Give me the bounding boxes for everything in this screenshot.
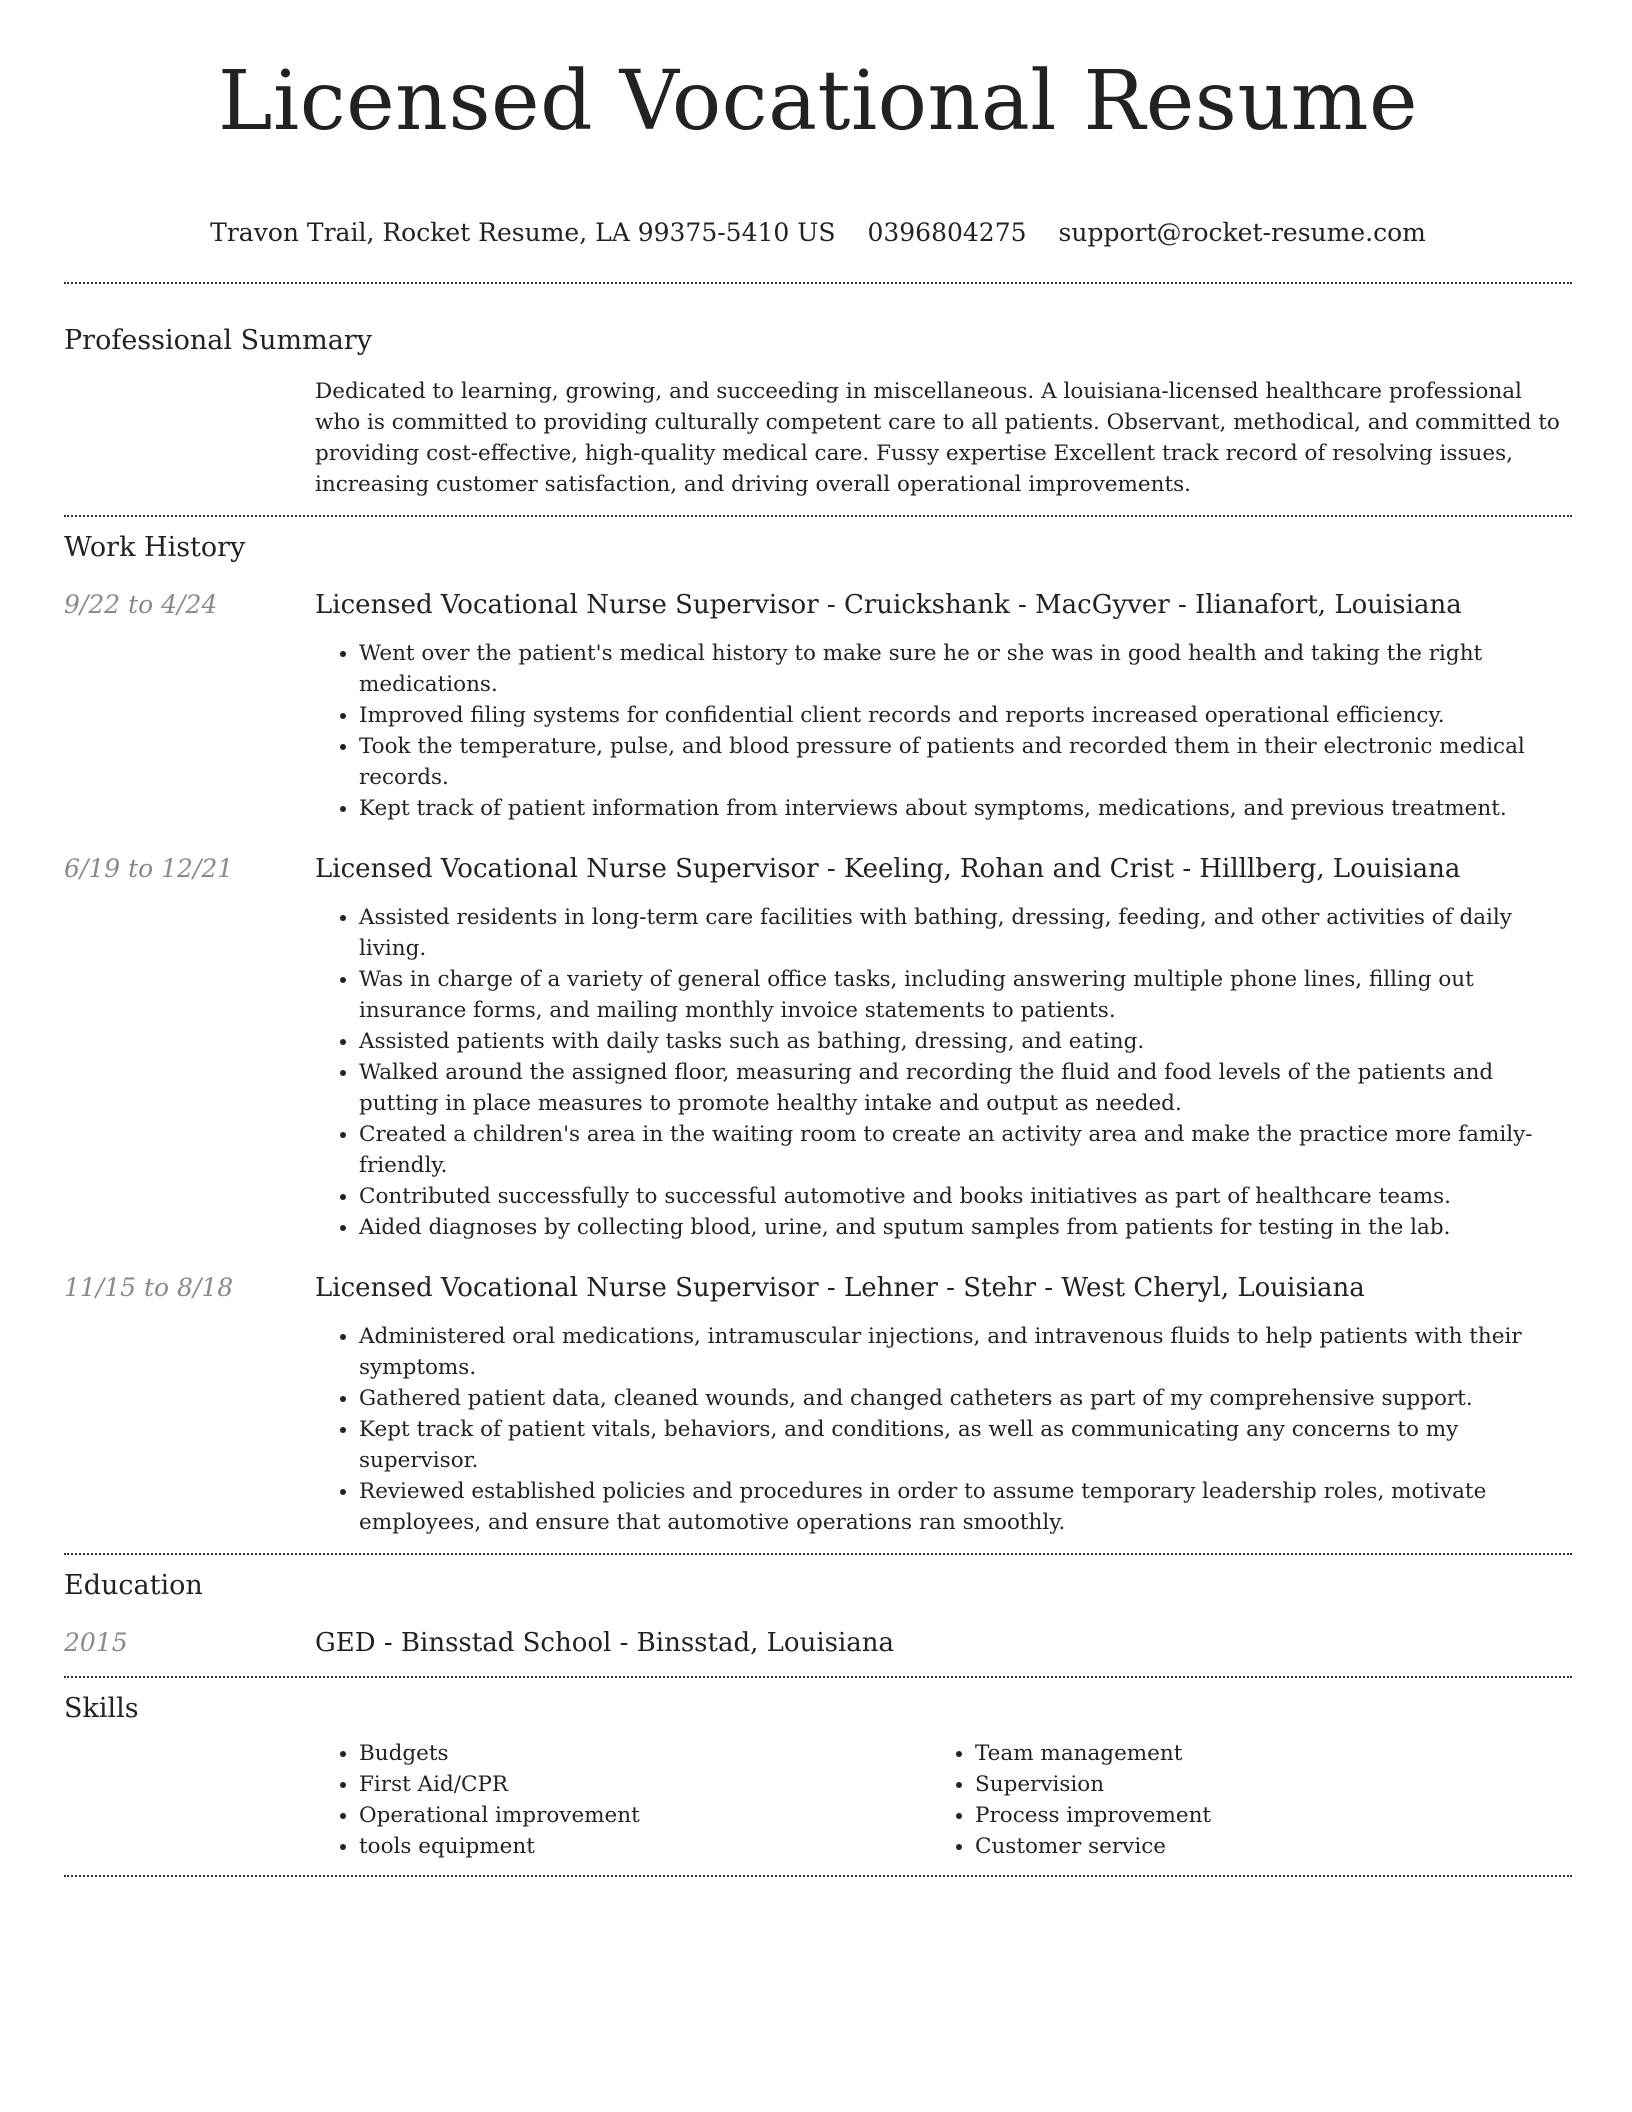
contact-info — [64, 218, 1572, 248]
summary-row — [64, 376, 1572, 500]
skill-item: • Operational improvement — [359, 1800, 931, 1831]
resume-title: Licensed Vocational Resume — [218, 54, 1418, 149]
skills-list — [931, 1738, 1547, 1862]
skill-item: • Team management — [975, 1738, 1547, 1769]
job-bullets — [315, 1321, 1572, 1538]
skill-item: • Customer service — [975, 1831, 1547, 1862]
divider — [64, 1553, 1572, 1555]
job-bullets — [315, 902, 1572, 1243]
skill-item: • Budgets — [359, 1738, 931, 1769]
section-title-skills: Skills — [64, 1693, 139, 1724]
list-item: • Went over the patient's medical history to make sure he or she was in good health and taking the right medications. — [359, 638, 1572, 700]
list-item: • Improved filing systems for confidential client records and reports increased operational efficiency. — [359, 700, 1572, 731]
job-entry — [64, 589, 1572, 824]
list-item: • Took the temperature, pulse, and blood pressure of patients and recorded them in their electronic medical records. — [359, 731, 1572, 793]
job-title: Licensed Vocational Nurse Supervisor - Keeling, Rohan and Crist - Hilllberg, Louisiana — [315, 854, 1461, 884]
skills-list — [315, 1738, 931, 1862]
skill-item: • Supervision — [975, 1769, 1547, 1800]
job-dates: 6/19 to 12/21 — [64, 854, 234, 883]
job-title: Licensed Vocational Nurse Supervisor - Cruickshank - MacGyver - Ilianafort, Louisiana — [315, 590, 1462, 620]
skill-item: • Process improvement — [975, 1800, 1547, 1831]
education-entry — [64, 1627, 1572, 1659]
divider — [64, 282, 1572, 284]
skill-item: • First Aid/CPR — [359, 1769, 931, 1800]
section-title-summary: Professional Summary — [64, 325, 372, 356]
education-title: GED - Binsstad School - Binsstad, Louisiana — [315, 1628, 895, 1658]
list-item: • Walked around the assigned floor, measuring and recording the fluid and food levels of the patients and putting in place measures to promote healthy intake and output as needed. — [359, 1057, 1572, 1119]
divider — [64, 515, 1572, 517]
contact-phone: 0396804275 — [867, 218, 1027, 247]
job-entry — [64, 853, 1572, 1243]
contact-address: Travon Trail, Rocket Resume, LA 99375-5410 US — [210, 218, 836, 247]
list-item: • Administered oral medications, intramuscular injections, and intravenous fluids to help patients with their symptoms. — [359, 1321, 1572, 1383]
job-dates: 11/15 to 8/18 — [64, 1273, 234, 1302]
list-item: • Aided diagnoses by collecting blood, urine, and sputum samples from patients for testing in the lab. — [359, 1212, 1572, 1243]
contact-email: support@rocket-resume.com — [1058, 218, 1426, 247]
skill-item: • tools equipment — [359, 1831, 931, 1862]
list-item: • Was in charge of a variety of general office tasks, including answering multiple phone lines, filling out insurance forms, and mailing monthly invoice statements to patients. — [359, 964, 1572, 1026]
list-item: • Gathered patient data, cleaned wounds, and changed catheters as part of my comprehensive support. — [359, 1383, 1572, 1414]
list-item: • Assisted patients with daily tasks such as bathing, dressing, and eating. — [359, 1026, 1572, 1057]
list-item: • Assisted residents in long-term care facilities with bathing, dressing, feeding, and other activities of daily living. — [359, 902, 1572, 964]
job-title: Licensed Vocational Nurse Supervisor - Lehner - Stehr - West Cheryl, Louisiana — [315, 1273, 1365, 1303]
job-entry — [64, 1272, 1572, 1538]
divider — [64, 1875, 1572, 1877]
divider — [64, 1676, 1572, 1678]
section-title-work-history: Work History — [64, 532, 246, 563]
job-bullets — [315, 638, 1572, 824]
resume-page — [64, 0, 1572, 1877]
list-item: • Contributed successfully to successful automotive and books initiatives as part of healthcare teams. — [359, 1181, 1572, 1212]
job-dates: 9/22 to 4/24 — [64, 590, 218, 619]
skills-column-left — [315, 1738, 931, 1862]
section-title-education: Education — [64, 1570, 203, 1601]
list-item: • Created a children's area in the waiting room to create an activity area and make the practice more family-friendly. — [359, 1119, 1572, 1181]
list-item: • Kept track of patient vitals, behaviors, and conditions, as well as communicating any concerns to my supervisor. — [359, 1414, 1572, 1476]
list-item: • Kept track of patient information from interviews about symptoms, medications, and previous treatment. — [359, 793, 1572, 824]
education-year: 2015 — [64, 1628, 128, 1657]
list-item: • Reviewed established policies and procedures in order to assume temporary leadership roles, motivate employees, and ensure that automotive operations ran smoothly. — [359, 1476, 1572, 1538]
summary-text: Dedicated to learning, growing, and succeeding in miscellaneous. A louisiana-licensed healthcare professional who is committed to providing culturally competent care to all patients. Observant, methodical, and committed to providing cost-effective, high-quality medical care. Fussy expertise Excellent track record of resolving issues, increasing customer satisfaction, and driving overall operational improvements. — [315, 379, 1560, 497]
skills-column-right — [931, 1738, 1547, 1862]
skills-row — [64, 1738, 1572, 1862]
